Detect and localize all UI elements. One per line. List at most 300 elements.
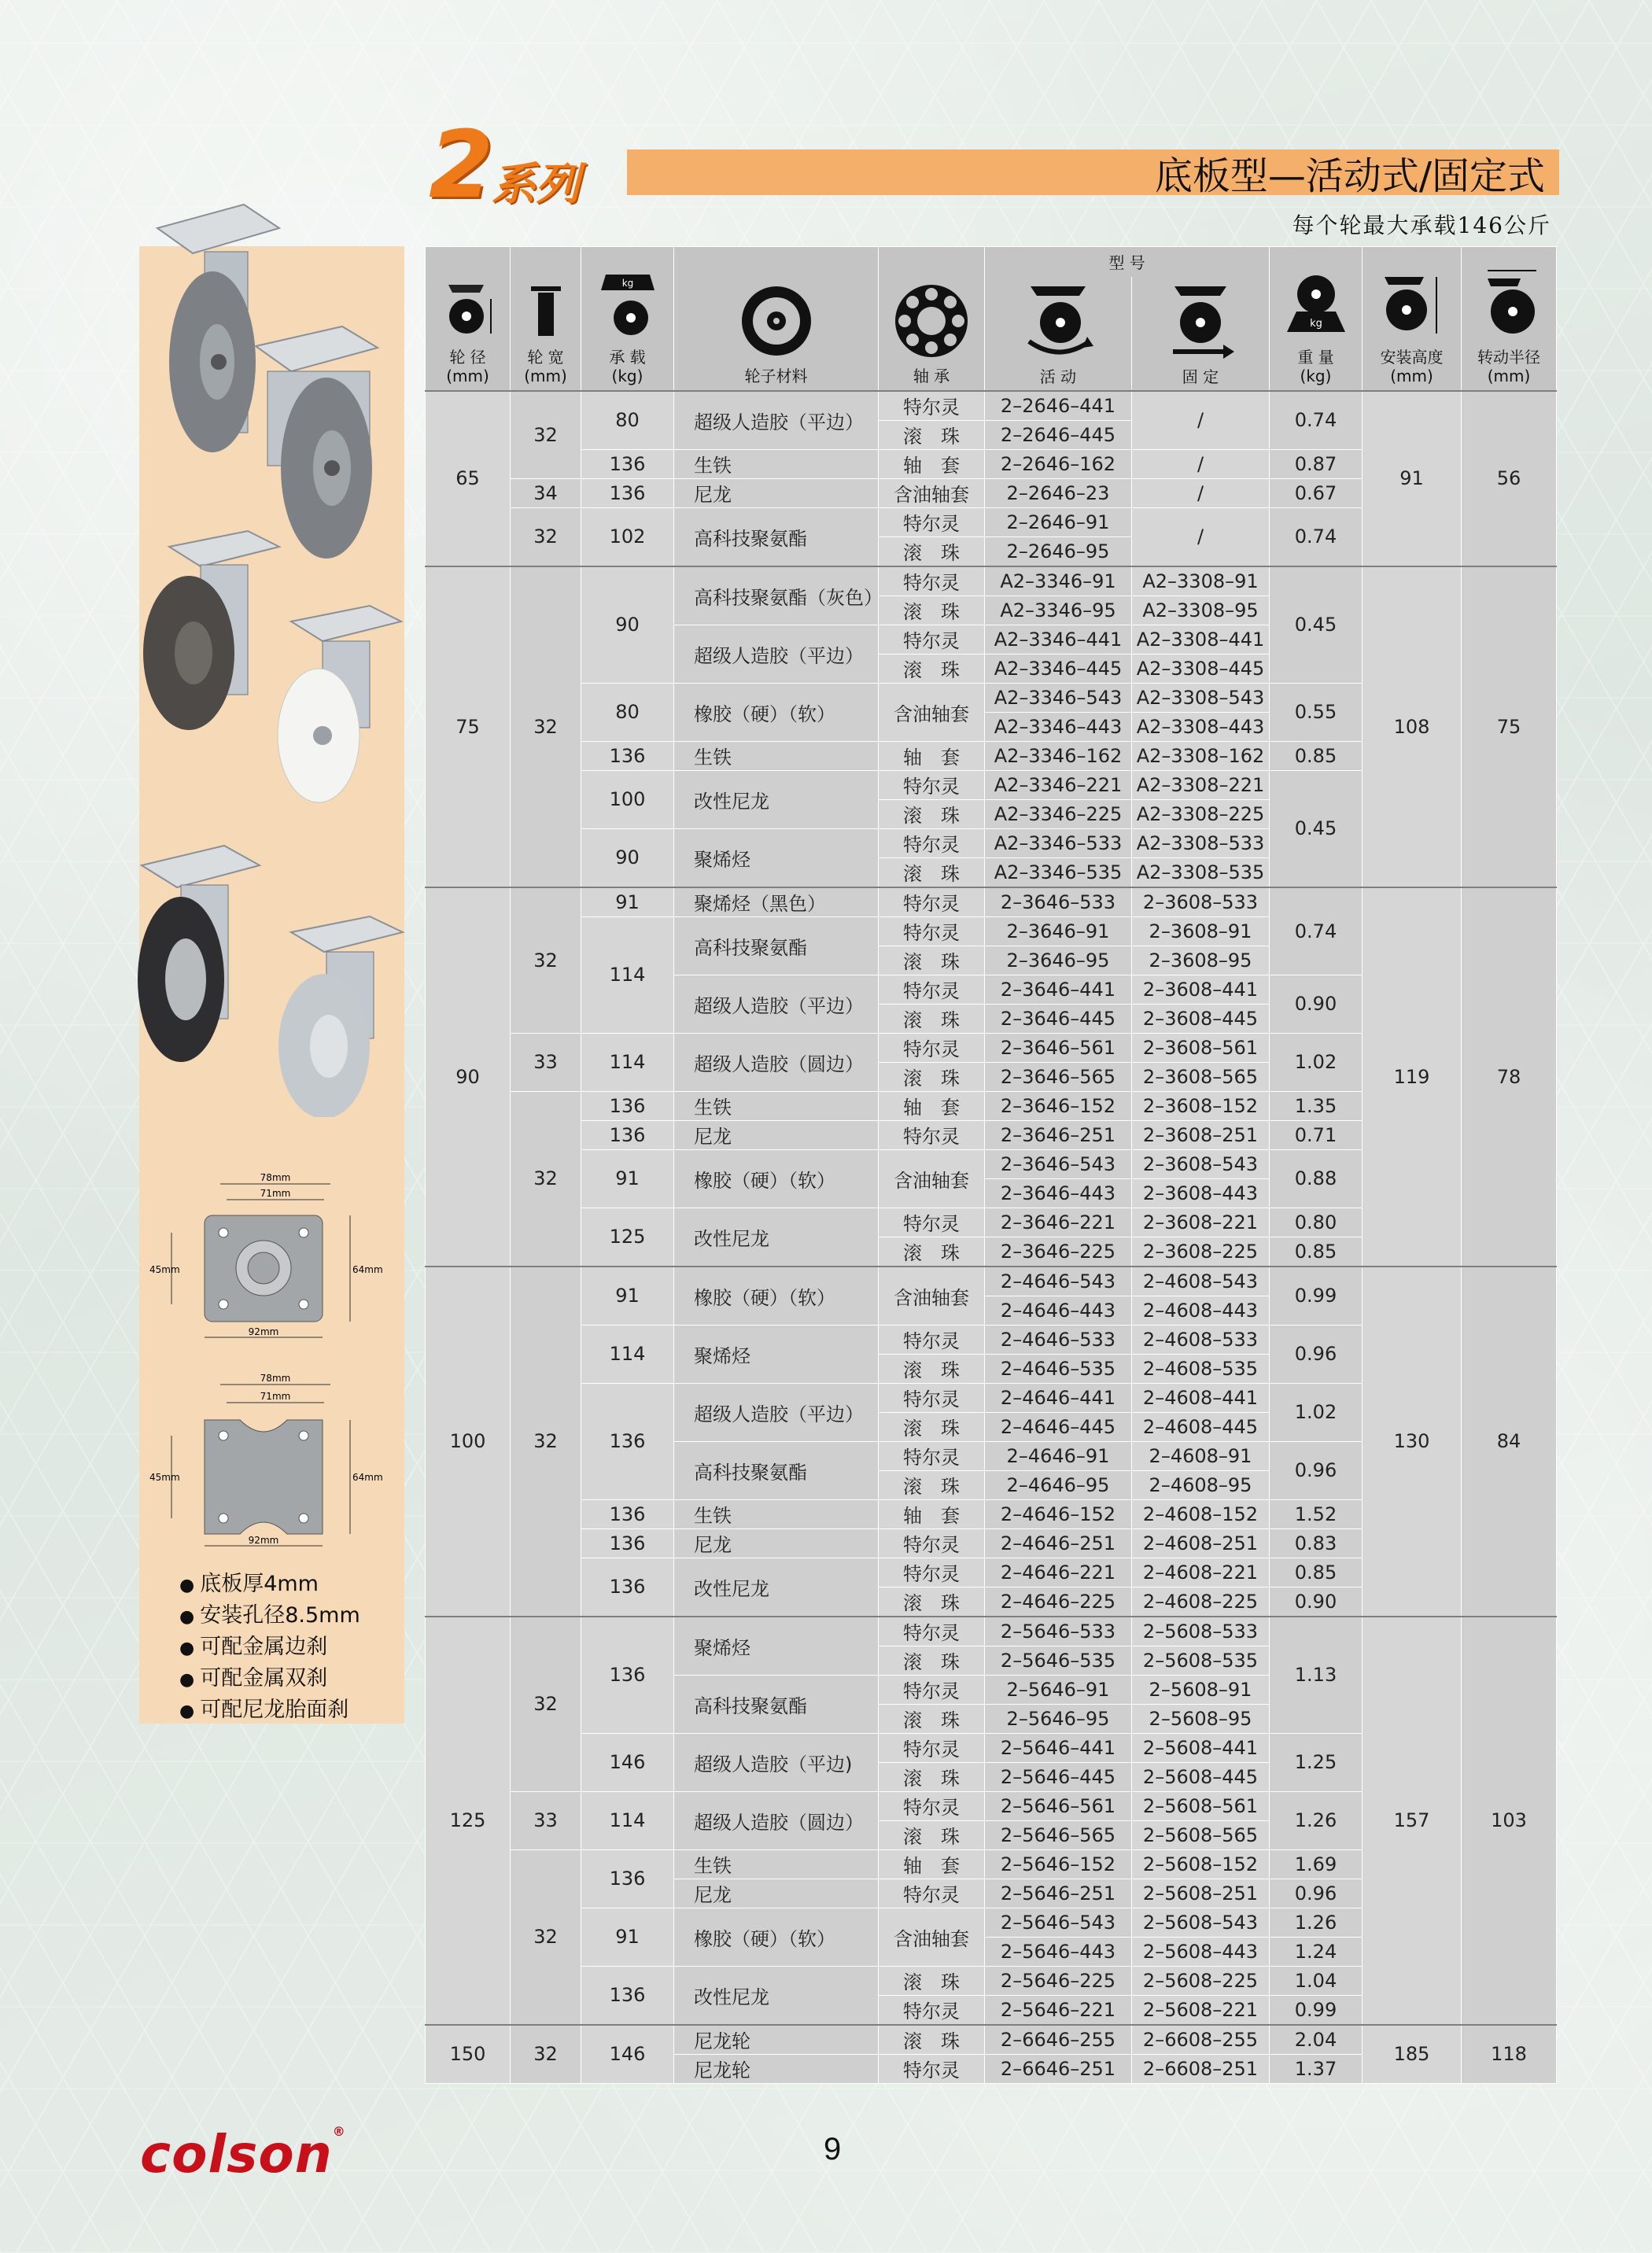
cell-bearing: 滚 珠: [879, 1004, 985, 1033]
cell-swivel-model: 2–3646–561: [985, 1033, 1132, 1062]
cell-load: 136: [581, 1966, 674, 2025]
cell-rigid-model: 2–5608–152: [1132, 1849, 1270, 1879]
cell-bearing: 特尔灵: [879, 507, 985, 537]
cell-weight: 0.85: [1270, 1558, 1363, 1587]
cell-weight: 0.55: [1270, 683, 1363, 741]
cell-swivel-model: 2–6646–255: [985, 2025, 1132, 2055]
cell-swivel-model: 2–5646–561: [985, 1791, 1132, 1820]
cell-bearing: 滚 珠: [879, 2025, 985, 2055]
cell-weight: 0.45: [1270, 770, 1363, 887]
cell-weight: 0.80: [1270, 1208, 1363, 1237]
cell-swivel-model: A2–3346–225: [985, 799, 1132, 828]
dim-92: 92mm: [248, 1326, 279, 1337]
cell-bearing: 轴 套: [879, 1091, 985, 1120]
cell-height: 108: [1363, 566, 1462, 887]
cell-weight: 1.24: [1270, 1937, 1363, 1966]
header-swivel: 活 动: [985, 277, 1132, 389]
table-row: [426, 566, 1557, 596]
cell-radius: 103: [1462, 1617, 1557, 2025]
cell-rigid-model: A2–3308–543: [1132, 683, 1270, 712]
cell-diameter: 150: [426, 2025, 511, 2084]
cell-bearing: 滚 珠: [879, 799, 985, 828]
cell-swivel-model: A2–3346–162: [985, 741, 1132, 770]
cell-swivel-model: 2–5646–225: [985, 1966, 1132, 1995]
cell-weight: 1.52: [1270, 1499, 1363, 1528]
cell-load: 146: [581, 1733, 674, 1791]
cell-bearing: 特尔灵: [879, 1995, 985, 2025]
cell-material: 尼龙轮: [674, 2054, 879, 2083]
cell-bearing: 含油轴套: [879, 478, 985, 507]
cell-swivel-model: 2–2646–91: [985, 507, 1132, 537]
cell-bearing: 特尔灵: [879, 625, 985, 654]
cell-material: 尼龙: [674, 1879, 879, 1908]
cell-swivel-model: 2–2646–441: [985, 391, 1132, 421]
cell-load: 136: [581, 478, 674, 507]
cell-width: 32: [511, 1267, 581, 1617]
cell-rigid-model: 2–3608–443: [1132, 1178, 1270, 1208]
cell-bearing: 特尔灵: [879, 1528, 985, 1558]
page-number: 9: [824, 2132, 842, 2166]
cell-weight: 0.45: [1270, 566, 1363, 684]
cell-weight: 1.37: [1270, 2054, 1363, 2083]
cell-material: 改性尼龙: [674, 1558, 879, 1617]
cell-swivel-model: 2–5646–445: [985, 1762, 1132, 1791]
cell-bearing: 滚 珠: [879, 946, 985, 975]
page-title: 底板型—活动式/固定式: [1154, 153, 1545, 198]
cell-material: 生铁: [674, 741, 879, 770]
cell-bearing: 特尔灵: [879, 391, 985, 421]
bearing-icon: [892, 282, 971, 360]
cell-load: 136: [581, 1091, 674, 1120]
cell-swivel-model: 2–4646–152: [985, 1499, 1132, 1528]
cell-bearing: 滚 珠: [879, 1062, 985, 1091]
cell-material: 聚烯烃: [674, 1325, 879, 1383]
cell-bearing: 特尔灵: [879, 1791, 985, 1820]
cell-swivel-model: 2–5646–535: [985, 1646, 1132, 1675]
table-row: [426, 2025, 1557, 2055]
cell-swivel-model: 2–3646–443: [985, 1178, 1132, 1208]
cell-rigid-model: 2–4608–221: [1132, 1558, 1270, 1587]
cell-bearing: 滚 珠: [879, 1470, 985, 1499]
dim-64: 64mm: [352, 1264, 383, 1275]
cell-load: 114: [581, 1791, 674, 1849]
cell-rigid-model: 2–4608–535: [1132, 1354, 1270, 1383]
cell-swivel-model: A2–3346–95: [985, 596, 1132, 625]
caster-swivel-lightgrey-90: [278, 916, 403, 1117]
svg-text:kg: kg: [1309, 317, 1322, 330]
cell-load: 136: [581, 741, 674, 770]
wheel-material-icon: [737, 282, 816, 360]
title-bar: [627, 149, 1559, 198]
cell-bearing: 轴 套: [879, 1499, 985, 1528]
cell-material: 聚烯烃（黑色）: [674, 887, 879, 917]
cell-swivel-model: A2–3346–91: [985, 566, 1132, 596]
cell-material: 超级人造胶（平边）: [674, 1383, 879, 1441]
cell-rigid-model: 2–6608–255: [1132, 2025, 1270, 2055]
cell-bearing: 特尔灵: [879, 828, 985, 857]
cell-bearing: 特尔灵: [879, 1441, 985, 1470]
cell-material: 尼龙: [674, 1120, 879, 1149]
cell-rigid-model: 2–4608–251: [1132, 1528, 1270, 1558]
series-word: 系列: [492, 159, 580, 210]
cell-material: 超级人造胶（平边): [674, 1733, 879, 1791]
cell-swivel-model: 2–4646–533: [985, 1325, 1132, 1354]
cell-swivel-model: 2–3646–543: [985, 1149, 1132, 1178]
cell-swivel-model: 2–4646–221: [985, 1558, 1132, 1587]
cell-material: 生铁: [674, 1849, 879, 1879]
cell-material: 橡胶（硬）（软）: [674, 1908, 879, 1966]
cell-bearing: 特尔灵: [879, 1208, 985, 1237]
cell-swivel-model: 2–3646–445: [985, 1004, 1132, 1033]
cell-material: 高科技聚氨酯: [674, 1675, 879, 1733]
table-row: [426, 887, 1557, 917]
cell-radius: 118: [1462, 2025, 1557, 2084]
cell-swivel-model: 2–5646–443: [985, 1937, 1132, 1966]
colson-logo: colson®: [140, 2124, 346, 2185]
cell-bearing: 滚 珠: [879, 654, 985, 683]
cell-rigid-model: 2–4608–95: [1132, 1470, 1270, 1499]
dim-71: 71mm: [260, 1391, 291, 1402]
cell-material: 改性尼龙: [674, 1208, 879, 1267]
cell-weight: 0.74: [1270, 391, 1363, 450]
cell-swivel-model: 2–2646–95: [985, 537, 1132, 566]
cell-weight: 2.04: [1270, 2025, 1363, 2055]
swivel-icon: [1015, 277, 1101, 363]
cell-swivel-model: A2–3346–543: [985, 683, 1132, 712]
cell-rigid-model: A2–3308–535: [1132, 857, 1270, 887]
cell-weight: 0.87: [1270, 449, 1363, 478]
cell-radius: 78: [1462, 887, 1557, 1267]
plate-diagram-square: [149, 1168, 401, 1349]
cell-swivel-model: 2–3646–152: [985, 1091, 1132, 1120]
cell-swivel-model: 2–4646–225: [985, 1587, 1132, 1617]
cell-rigid-model: A2–3308–445: [1132, 654, 1270, 683]
cell-load: 91: [581, 1267, 674, 1326]
cell-material: 尼龙轮: [674, 2025, 879, 2055]
cell-material: 高科技聚氨酯: [674, 916, 879, 975]
cell-width: 32: [511, 1617, 581, 1792]
cell-rigid-model: 2–3608–561: [1132, 1033, 1270, 1062]
cell-weight: 0.88: [1270, 1149, 1363, 1208]
header-bearing: 轴 承: [879, 247, 985, 391]
cell-rigid-model: 2–4608–543: [1132, 1267, 1270, 1296]
cell-diameter: 75: [426, 566, 511, 887]
cell-bearing: 特尔灵: [879, 770, 985, 799]
cell-width: 33: [511, 1033, 581, 1091]
cell-width: 32: [511, 1091, 581, 1267]
cell-weight: 0.90: [1270, 1587, 1363, 1617]
cell-bearing: 特尔灵: [879, 1879, 985, 1908]
cell-width: 32: [511, 566, 581, 887]
cell-rigid-model: A2–3308–221: [1132, 770, 1270, 799]
cell-load: 114: [581, 1325, 674, 1383]
cell-bearing: 特尔灵: [879, 887, 985, 917]
cell-bearing: 滚 珠: [879, 1762, 985, 1791]
cell-bearing: 含油轴套: [879, 1267, 985, 1326]
cell-swivel-model: 2–5646–565: [985, 1820, 1132, 1849]
cell-rigid-model: A2–3308–95: [1132, 596, 1270, 625]
cell-weight: 1.04: [1270, 1966, 1363, 1995]
cell-diameter: 65: [426, 391, 511, 566]
cell-width: 32: [511, 887, 581, 1034]
cell-height: 185: [1363, 2025, 1462, 2084]
cell-rigid-model: 2–6608–251: [1132, 2054, 1270, 2083]
cell-material: 超级人造胶（平边）: [674, 975, 879, 1033]
cell-swivel-model: 2–3646–225: [985, 1237, 1132, 1267]
cell-rigid-model: /: [1132, 507, 1270, 566]
cell-weight: 0.96: [1270, 1879, 1363, 1908]
cell-rigid-model: 2–4608–445: [1132, 1412, 1270, 1441]
cell-swivel-model: 2–3646–251: [985, 1120, 1132, 1149]
cell-bearing: 特尔灵: [879, 1675, 985, 1704]
cell-swivel-model: 2–4646–91: [985, 1441, 1132, 1470]
cell-weight: 0.90: [1270, 975, 1363, 1033]
cell-material: 改性尼龙: [674, 1966, 879, 2025]
cell-diameter: 100: [426, 1267, 511, 1617]
cell-rigid-model: A2–3308–443: [1132, 712, 1270, 741]
cell-load: 91: [581, 1149, 674, 1208]
cell-swivel-model: 2–2646–23: [985, 478, 1132, 507]
cell-load: 91: [581, 887, 674, 917]
cell-bearing: 轴 套: [879, 1849, 985, 1879]
cell-weight: 1.02: [1270, 1383, 1363, 1441]
rigid-icon: [1157, 277, 1244, 363]
cell-rigid-model: 2–5608–535: [1132, 1646, 1270, 1675]
cell-weight: 1.26: [1270, 1791, 1363, 1849]
cell-swivel-model: A2–3346–441: [985, 625, 1132, 654]
cell-height: 91: [1363, 391, 1462, 566]
cell-material: 生铁: [674, 1499, 879, 1528]
table-row: [426, 1267, 1557, 1296]
cell-bearing: 特尔灵: [879, 1733, 985, 1762]
cell-weight: 0.67: [1270, 478, 1363, 507]
cell-material: 尼龙: [674, 1528, 879, 1558]
cell-material: 橡胶（硬）（软）: [674, 683, 879, 741]
cell-swivel-model: 2–2646–445: [985, 420, 1132, 449]
cell-width: 32: [511, 2025, 581, 2084]
caster-swivel-white-75: [278, 606, 401, 802]
cell-material: 高科技聚氨酯: [674, 1441, 879, 1499]
table-row: [426, 1617, 1557, 1646]
cell-load: 136: [581, 1558, 674, 1617]
cell-bearing: 特尔灵: [879, 1325, 985, 1354]
cell-rigid-model: 2–3608–251: [1132, 1120, 1270, 1149]
cell-load: 114: [581, 1033, 674, 1091]
plate-diagram-notched: [149, 1369, 401, 1550]
cell-bearing: 含油轴套: [879, 1149, 985, 1208]
feature-notes: [179, 1569, 360, 1727]
cell-bearing: 滚 珠: [879, 1966, 985, 1995]
cell-rigid-model: 2–5608–533: [1132, 1617, 1270, 1646]
caster-90-images: [110, 834, 417, 1117]
cell-swivel-model: 2–5646–543: [985, 1908, 1132, 1937]
cell-rigid-model: 2–3608–565: [1132, 1062, 1270, 1091]
cell-load: 136: [581, 1528, 674, 1558]
header-rigid: 固 定: [1132, 277, 1269, 389]
cell-swivel-model: A2–3346–533: [985, 828, 1132, 857]
caster-rigid-grey-65: [256, 326, 378, 559]
cell-bearing: 滚 珠: [879, 1820, 985, 1849]
weight-icon: [1281, 271, 1351, 341]
cell-load: 80: [581, 683, 674, 741]
cell-rigid-model: 2–5608–441: [1132, 1733, 1270, 1762]
dim-45: 45mm: [149, 1472, 180, 1483]
cell-material: 聚烯烃: [674, 828, 879, 887]
cell-swivel-model: 2–5646–221: [985, 1995, 1132, 2025]
cell-diameter: 125: [426, 1617, 511, 2025]
cell-weight: 0.85: [1270, 741, 1363, 770]
cell-swivel-model: 2–4646–443: [985, 1296, 1132, 1325]
cell-bearing: 轴 套: [879, 449, 985, 478]
cell-swivel-model: 2–4646–95: [985, 1470, 1132, 1499]
cell-bearing: 特尔灵: [879, 566, 985, 596]
header-diameter: 轮 径 (mm): [426, 247, 511, 391]
cell-load: 100: [581, 770, 674, 828]
cell-rigid-model: 2–3608–95: [1132, 946, 1270, 975]
cell-bearing: 含油轴套: [879, 683, 985, 741]
cell-width: 32: [511, 507, 581, 566]
cell-swivel-model: 2–3646–91: [985, 916, 1132, 946]
cell-rigid-model: 2–5608–561: [1132, 1791, 1270, 1820]
header-load: kg 承 载 (kg): [581, 247, 674, 391]
cell-load: 125: [581, 1208, 674, 1267]
cell-swivel-model: 2–4646–543: [985, 1267, 1132, 1296]
mount-height-icon: [1377, 271, 1447, 341]
cell-weight: 0.71: [1270, 1120, 1363, 1149]
cell-width: 32: [511, 391, 581, 479]
cell-rigid-model: 2–5608–221: [1132, 1995, 1270, 2025]
note-item: ● 可配金属边刹: [179, 1632, 360, 1664]
cell-swivel-model: A2–3346–445: [985, 654, 1132, 683]
cell-swivel-model: 2–5646–533: [985, 1617, 1132, 1646]
cell-swivel-model: A2–3346–443: [985, 712, 1132, 741]
caster-swivel-iron-75: [143, 531, 279, 730]
cell-material: 改性尼龙: [674, 770, 879, 828]
cell-weight: 1.13: [1270, 1617, 1363, 1734]
cell-rigid-model: 2–3608–543: [1132, 1149, 1270, 1178]
cell-weight: 1.69: [1270, 1849, 1363, 1879]
cell-weight: 0.83: [1270, 1528, 1363, 1558]
cell-weight: 0.99: [1270, 1267, 1363, 1326]
caster-swivel-black-90: [138, 846, 260, 1062]
cell-bearing: 滚 珠: [879, 1412, 985, 1441]
cell-bearing: 特尔灵: [879, 1033, 985, 1062]
cell-swivel-model: A2–3346–221: [985, 770, 1132, 799]
cell-weight: 0.74: [1270, 887, 1363, 975]
header-weight: kg 重 量 (kg): [1270, 247, 1363, 391]
cell-bearing: 滚 珠: [879, 537, 985, 566]
cell-load: 114: [581, 916, 674, 1033]
cell-swivel-model: 2–5646–441: [985, 1733, 1132, 1762]
cell-load: 90: [581, 566, 674, 684]
dim-71: 71mm: [260, 1188, 291, 1199]
cell-load: 90: [581, 828, 674, 887]
cell-weight: 1.35: [1270, 1091, 1363, 1120]
cell-rigid-model: 2–5608–91: [1132, 1675, 1270, 1704]
cell-width: 33: [511, 1791, 581, 1849]
cell-swivel-model: 2–3646–221: [985, 1208, 1132, 1237]
cell-bearing: 滚 珠: [879, 1646, 985, 1675]
cell-load: 146: [581, 2025, 674, 2084]
cell-load: 91: [581, 1908, 674, 1966]
note-item: ● 可配尼龙胎面刹: [179, 1695, 360, 1727]
cell-bearing: 滚 珠: [879, 596, 985, 625]
cell-rigid-model: 2–5608–95: [1132, 1704, 1270, 1733]
cell-material: 聚烯烃: [674, 1617, 879, 1676]
series-number: 2: [429, 110, 491, 219]
cell-rigid-model: 2–5608–225: [1132, 1966, 1270, 1995]
cell-rigid-model: 2–5608–565: [1132, 1820, 1270, 1849]
swivel-radius-icon: [1473, 263, 1544, 341]
cell-rigid-model: 2–4608–441: [1132, 1383, 1270, 1412]
cell-bearing: 含油轴套: [879, 1908, 985, 1966]
cell-rigid-model: /: [1132, 391, 1270, 450]
cell-rigid-model: 2–3608–445: [1132, 1004, 1270, 1033]
cell-bearing: 滚 珠: [879, 1587, 985, 1617]
cell-weight: 0.96: [1270, 1441, 1363, 1499]
cell-rigid-model: 2–5608–251: [1132, 1879, 1270, 1908]
cell-load: 80: [581, 391, 674, 450]
cell-rigid-model: /: [1132, 478, 1270, 507]
cell-weight: 1.02: [1270, 1033, 1363, 1091]
cell-weight: 0.96: [1270, 1325, 1363, 1383]
cell-weight: 0.99: [1270, 1995, 1363, 2025]
cell-weight: 0.74: [1270, 507, 1363, 566]
dim-78: 78mm: [260, 1373, 291, 1384]
cell-bearing: 滚 珠: [879, 1704, 985, 1733]
cell-swivel-model: 2–3646–95: [985, 946, 1132, 975]
cell-radius: 75: [1462, 566, 1557, 887]
cell-swivel-model: 2–5646–91: [985, 1675, 1132, 1704]
cell-weight: 0.85: [1270, 1237, 1363, 1267]
cell-load: 136: [581, 1617, 674, 1734]
cell-radius: 56: [1462, 391, 1557, 566]
cell-material: 橡胶（硬）（软）: [674, 1267, 879, 1326]
spec-table: [425, 246, 1557, 2084]
svg-text:kg: kg: [621, 277, 633, 289]
cell-rigid-model: A2–3308–533: [1132, 828, 1270, 857]
cell-swivel-model: 2–3646–533: [985, 887, 1132, 917]
cell-load: 136: [581, 1499, 674, 1528]
cell-swivel-model: 2–6646–251: [985, 2054, 1132, 2083]
cell-rigid-model: 2–5608–543: [1132, 1908, 1270, 1937]
cell-load: 102: [581, 507, 674, 566]
cell-rigid-model: 2–4608–152: [1132, 1499, 1270, 1528]
cell-bearing: 特尔灵: [879, 1383, 985, 1412]
cell-material: 高科技聚氨酯（灰色）: [674, 566, 879, 625]
cell-swivel-model: 2–5646–152: [985, 1849, 1132, 1879]
cell-material: 橡胶（硬）（软）: [674, 1149, 879, 1208]
cell-rigid-model: A2–3308–162: [1132, 741, 1270, 770]
header-height: 安装高度 (mm): [1363, 247, 1462, 391]
cell-rigid-model: 2–3608–441: [1132, 975, 1270, 1004]
cell-rigid-model: 2–3608–221: [1132, 1208, 1270, 1237]
cell-swivel-model: 2–5646–95: [985, 1704, 1132, 1733]
dim-45: 45mm: [149, 1264, 180, 1275]
cell-rigid-model: A2–3308–441: [1132, 625, 1270, 654]
header-material: 轮子材料: [674, 247, 879, 391]
cell-load: 136: [581, 1120, 674, 1149]
cell-swivel-model: 2–4646–535: [985, 1354, 1132, 1383]
cell-bearing: 特尔灵: [879, 1617, 985, 1646]
spec-table-body: [426, 391, 1557, 2084]
cell-bearing: 滚 珠: [879, 857, 985, 887]
note-item: ● 安装孔径8.5mm: [179, 1601, 360, 1632]
dim-78: 78mm: [260, 1172, 291, 1183]
cell-swivel-model: A2–3346–535: [985, 857, 1132, 887]
cell-rigid-model: 2–3608–225: [1132, 1237, 1270, 1267]
cell-swivel-model: 2–4646–445: [985, 1412, 1132, 1441]
